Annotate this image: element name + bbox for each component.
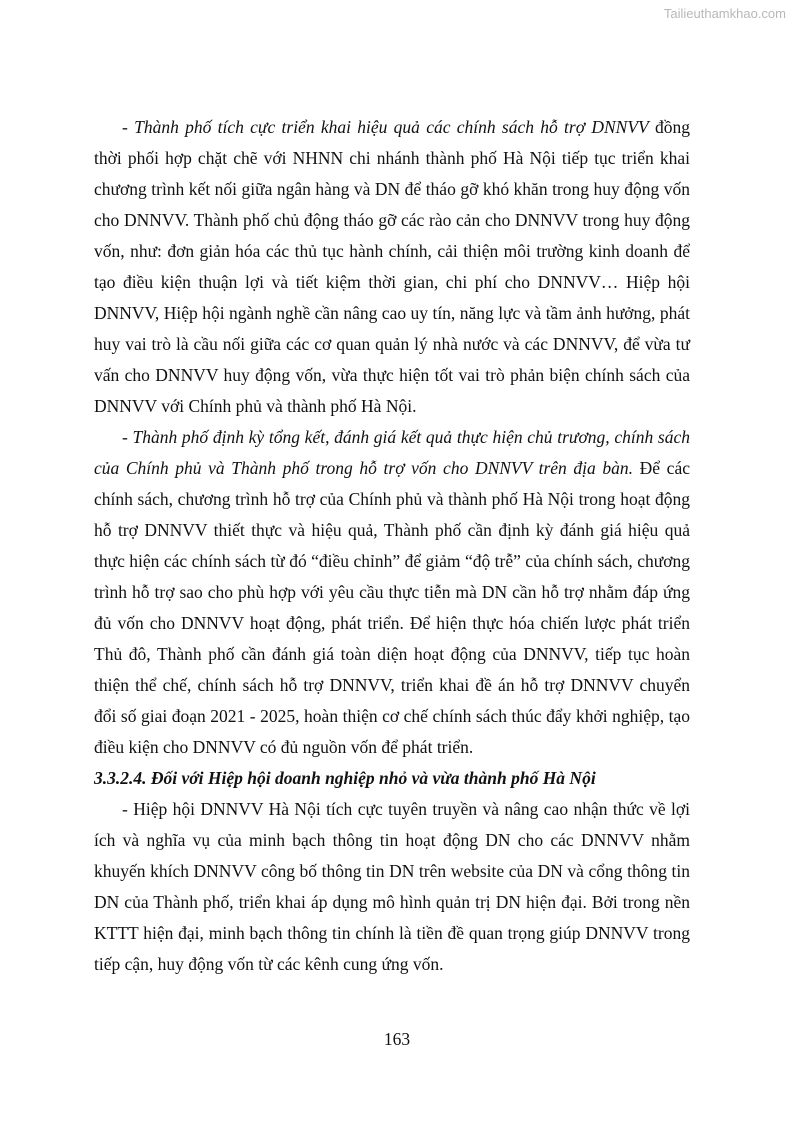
page-number: 163	[383, 1029, 411, 1049]
paragraph-text: - Hiệp hội DNNVV Hà Nội tích cực tuyên truyền và nâng cao nhận thức về lợi ích và nghĩa vụ của minh bạch thông tin hoạt động DN cho các DNNVV nhằm khuyến khích DNNVV công bố thông tin DN trên website của DN và cổng thông tin DN của Thành phố, triển khai áp dụng mô hình quản trị DN hiện đại. Bởi trong nền KTTT hiện đại, minh bạch thông tin chính là tiền đề quan trọng giúp DNNVV trong tiếp cận, huy động vốn từ các kênh cung ứng vốn.	[94, 799, 690, 974]
paragraph-association	[94, 794, 690, 980]
document-body	[94, 112, 690, 980]
paragraph-periodic-review	[94, 422, 690, 763]
watermark: Tailieuthamkhao.com	[663, 6, 786, 21]
paragraph-city-support-policies	[94, 112, 690, 422]
paragraph-lead-italic: - Thành phố tích cực triển khai hiệu quả các chính sách hỗ trợ DNNVV	[122, 117, 649, 137]
section-heading: 3.3.2.4. Đối với Hiệp hội doanh nghiệp nhỏ và vừa thành phố Hà Nội	[94, 768, 596, 788]
paragraph-text: Để các chính sách, chương trình hỗ trợ của Chính phủ và thành phố Hà Nội trong hoạt động hỗ trợ DNNVV thiết thực và hiệu quả, Thành phố cần định kỳ đánh giá hiệu quả thực hiện các chính sách từ đó “điều chỉnh” để giảm “độ trễ” của chính sách, chương trình hỗ trợ sao cho phù hợp với yêu cầu thực tiễn mà DN cần hỗ trợ nhằm đáp ứng đủ vốn cho DNNVV hoạt động, phát triển. Để hiện thực hóa chiến lược phát triển Thủ đô, Thành phố cần đánh giá toàn diện hoạt động của DNNVV, tiếp tục hoàn thiện thể chế, chính sách hỗ trợ DNNVV, triển khai đề án hỗ trợ DNNVV chuyển đổi số giai đoạn 2021 - 2025, hoàn thiện cơ chế chính sách thúc đẩy khởi nghiệp, tạo điều kiện cho DNNVV có đủ nguồn vốn để phát triển.	[94, 458, 690, 757]
paragraph-text: đồng thời phối hợp chặt chẽ với NHNN chi nhánh thành phố Hà Nội tiếp tục triển khai chương trình kết nối giữa ngân hàng và DN để tháo gỡ khó khăn trong huy động vốn cho DNNVV. Thành phố chủ động tháo gỡ các rào cản cho DNNVV trong huy động vốn, như: đơn giản hóa các thủ tục hành chính, cải thiện môi trường kinh doanh để tạo điều kiện thuận lợi và tiết kiệm thời gian, chi phí cho DNNVV… Hiệp hội DNNVV, Hiệp hội ngành nghề cần nâng cao uy tín, năng lực và tầm ảnh hưởng, phát huy vai trò là cầu nối giữa các cơ quan quản lý nhà nước và các DNNVV, để vừa tư vấn cho DNNVV huy động vốn, vừa thực hiện tốt vai trò phản biện chính sách của DNNVV với Chính phủ và thành phố Hà Nội.	[94, 117, 690, 416]
paragraph-lead-italic: - Thành phố định kỳ tổng kết, đánh giá kết quả thực hiện chủ trương, chính sách của Chính phủ và Thành phố trong hỗ trợ vốn cho DNNVV trên địa bàn.	[94, 427, 690, 478]
